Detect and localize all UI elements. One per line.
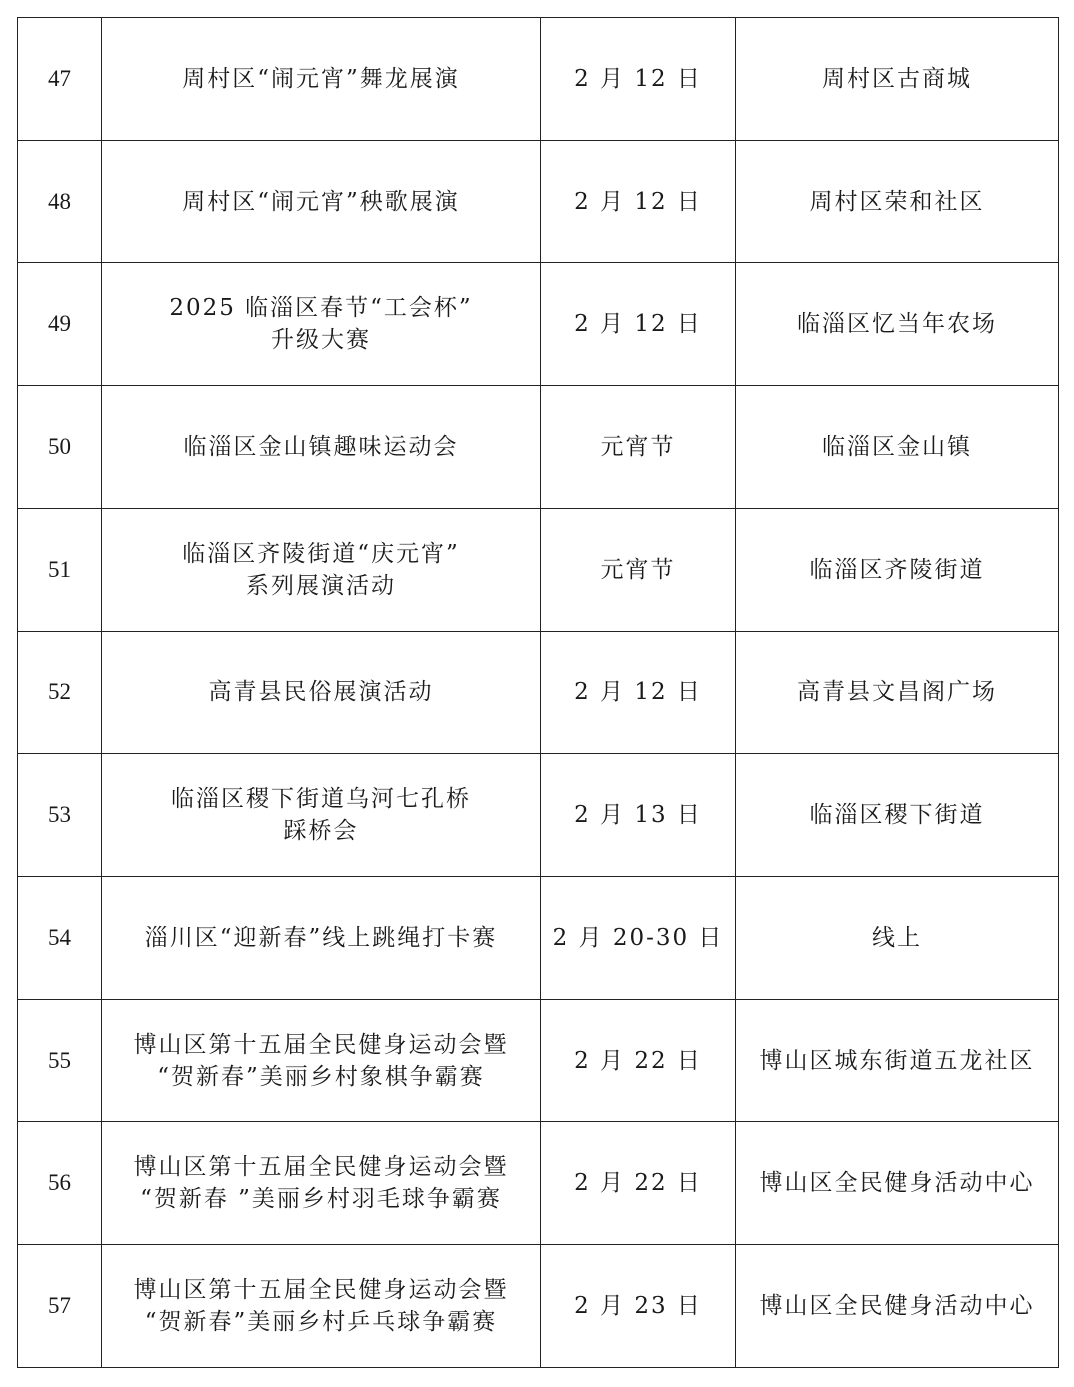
event-name-line: 博山区第十五届全民健身运动会暨 [133, 1031, 509, 1058]
event-table [17, 17, 1059, 1368]
event-name [102, 1245, 541, 1368]
table-row [18, 1245, 1059, 1368]
event-place: 线上 [736, 877, 1059, 1000]
table-row [18, 508, 1059, 631]
event-name-line: “贺新春 ”美丽乡村羽毛球争霸赛 [140, 1186, 502, 1213]
event-name [102, 386, 541, 509]
event-date: 元宵节 [541, 386, 736, 509]
row-number: 50 [18, 386, 102, 509]
row-number: 51 [18, 508, 102, 631]
event-name [102, 877, 541, 1000]
event-date: 2 月 12 日 [541, 140, 736, 263]
row-number: 54 [18, 877, 102, 1000]
event-name-line: 系列展演活动 [246, 572, 396, 599]
row-number: 56 [18, 1122, 102, 1245]
event-name [102, 18, 541, 141]
row-number: 48 [18, 140, 102, 263]
event-name-line: “贺新春”美丽乡村象棋争霸赛 [157, 1063, 485, 1090]
event-place: 临淄区金山镇 [736, 386, 1059, 509]
event-date: 元宵节 [541, 508, 736, 631]
event-date: 2 月 20-30 日 [541, 877, 736, 1000]
event-name-line: 2025 临淄区春节“工会杯” [169, 295, 473, 322]
row-number: 49 [18, 263, 102, 386]
event-date: 2 月 12 日 [541, 263, 736, 386]
table-row [18, 999, 1059, 1122]
row-number: 55 [18, 999, 102, 1122]
event-name-line: 高青县民俗展演活动 [208, 679, 434, 706]
event-place: 博山区全民健身活动中心 [736, 1245, 1059, 1368]
table-row [18, 140, 1059, 263]
row-number: 53 [18, 754, 102, 877]
table-row [18, 754, 1059, 877]
event-name-line: 踩桥会 [283, 818, 359, 845]
event-date: 2 月 12 日 [541, 631, 736, 754]
table-row [18, 386, 1059, 509]
event-name-line: “贺新春”美丽乡村乒乓球争霸赛 [144, 1309, 498, 1336]
event-date: 2 月 23 日 [541, 1245, 736, 1368]
table-row [18, 1122, 1059, 1245]
event-name-line: 博山区第十五届全民健身运动会暨 [133, 1277, 509, 1304]
row-number: 52 [18, 631, 102, 754]
event-name-line: 周村区“闹元宵”秧歌展演 [182, 188, 460, 215]
event-name [102, 631, 541, 754]
event-place: 博山区城东街道五龙社区 [736, 999, 1059, 1122]
event-place: 博山区全民健身活动中心 [736, 1122, 1059, 1245]
event-name-line: 临淄区齐陵街道“庆元宵” [182, 540, 460, 567]
event-place: 临淄区忆当年农场 [736, 263, 1059, 386]
event-name-line: 博山区第十五届全民健身运动会暨 [133, 1154, 509, 1181]
event-name-line: 淄川区“迎新春”线上跳绳打卡赛 [144, 924, 498, 951]
event-place: 周村区古商城 [736, 18, 1059, 141]
row-number: 57 [18, 1245, 102, 1368]
event-date: 2 月 22 日 [541, 1122, 736, 1245]
event-name-line: 周村区“闹元宵”舞龙展演 [182, 65, 460, 92]
event-place: 高青县文昌阁广场 [736, 631, 1059, 754]
event-name-line: 临淄区金山镇趣味运动会 [183, 434, 459, 461]
event-name [102, 754, 541, 877]
event-table-body [18, 18, 1059, 1368]
table-row [18, 18, 1059, 141]
event-place: 临淄区齐陵街道 [736, 508, 1059, 631]
event-name [102, 140, 541, 263]
event-name-line: 临淄区稷下街道乌河七孔桥 [171, 786, 471, 813]
event-name [102, 999, 541, 1122]
event-date: 2 月 22 日 [541, 999, 736, 1122]
event-name [102, 263, 541, 386]
row-number: 47 [18, 18, 102, 141]
event-place: 临淄区稷下街道 [736, 754, 1059, 877]
event-date: 2 月 12 日 [541, 18, 736, 141]
event-place: 周村区荣和社区 [736, 140, 1059, 263]
event-date: 2 月 13 日 [541, 754, 736, 877]
event-name [102, 508, 541, 631]
table-row [18, 877, 1059, 1000]
event-name [102, 1122, 541, 1245]
event-name-line: 升级大赛 [271, 327, 371, 354]
table-row [18, 631, 1059, 754]
table-row [18, 263, 1059, 386]
event-schedule-sheet [17, 17, 1058, 1368]
